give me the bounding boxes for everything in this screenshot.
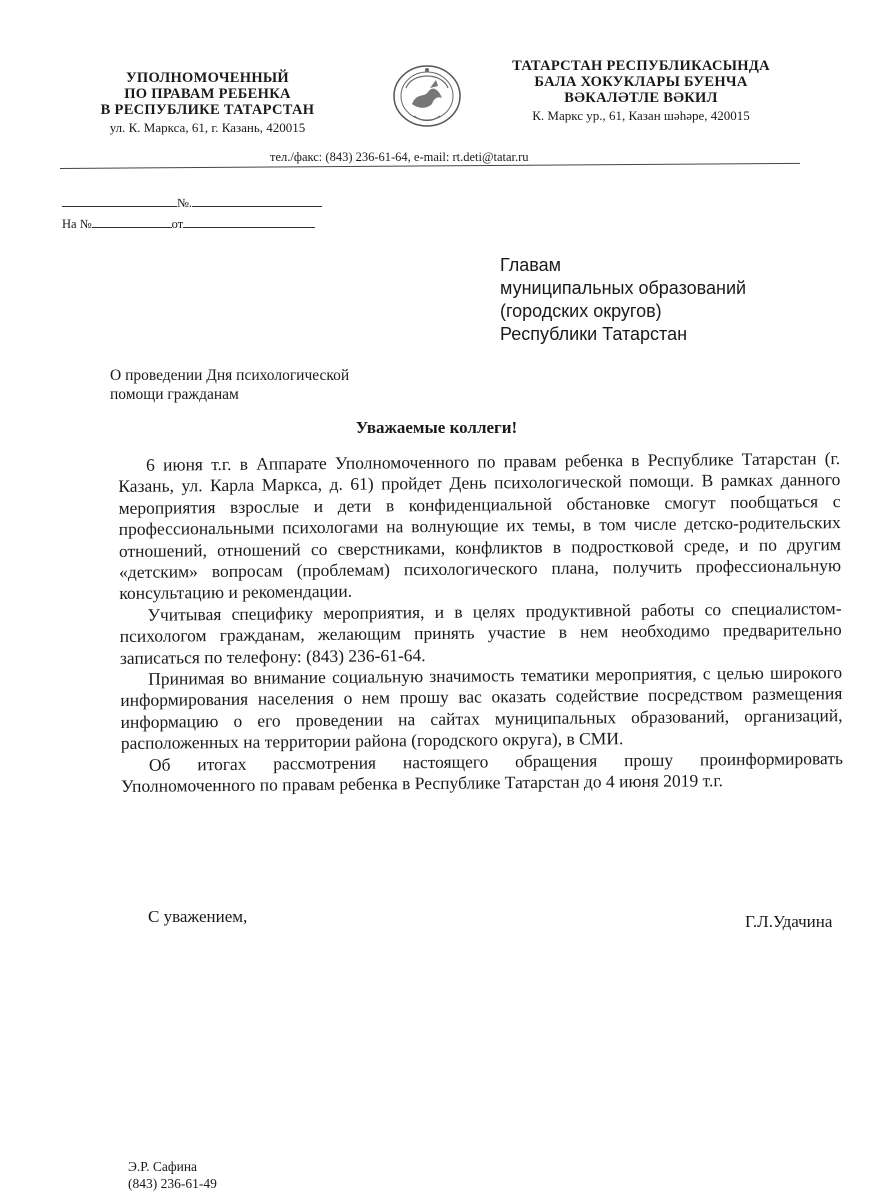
number-label: №. (177, 196, 193, 210)
sender-title-line: В РЕСПУБЛИКЕ ТАТАРСТАН (100, 102, 315, 118)
addressee-line: Главам (500, 255, 561, 275)
body-paragraph: Принимая во внимание социальную значимость тематики мероприятия, с целью широкого информирования населения о нем прошу вас оказать содействие посредством размещения информацию о его проведении на сайтах муниципальных образований, организаций, расположенных на территории района (городского округа), в СМИ. (120, 662, 843, 754)
subject-line: О проведении Дня психологической (110, 367, 350, 384)
executor-block (128, 1158, 217, 1192)
addressee-line: Республики Татарстан (500, 324, 688, 344)
date-blank (62, 195, 177, 207)
sender-address-tatar: К. Маркс ур., 61, Казан шәһәре, 420015 (532, 108, 750, 123)
addressee-line: (городских округов) (500, 301, 662, 321)
sender-address-russian: ул. К. Маркса, 61, г. Казань, 420015 (109, 120, 306, 135)
sender-header-russian (70, 70, 345, 136)
subject-block (110, 366, 410, 404)
incoming-reference-line (62, 216, 315, 231)
body-paragraph: Учитывая специфику мероприятия, и в целях продуктивной работы со специалистом-психологом гражданам, желающим принять участие в нем необходимо предварительно записаться по телефону: (843) 236-61-64. (119, 597, 842, 668)
contact-line: тел./факс: (843) 236-61-64, e-mail: rt.deti@tatar.ru (270, 150, 529, 164)
executor-phone: (843) 236-61-49 (128, 1176, 217, 1191)
signer-name: Г.Л.Удачина (745, 912, 833, 931)
sender-title-line: ВӘКАЛӘТЛЕ ВӘКИЛ (564, 90, 718, 106)
sender-title-line: ПО ПРАВАМ РЕБЕНКА (124, 86, 291, 102)
body-paragraph: 6 июня т.г. в Аппарате Уполномоченного по правам ребенка в Республике Татарстан (г. Казань, ул. Карла Маркса, д. 61) пройдет День психологической помощи. В рамках данного мероприятия взрослые и дети в конфиденциальной обстановке смогут пообщаться с профессиональными психологами на волнующие их темы, в том числе детско-родительских отношений, отношений со сверстниками, конфликтов в подростковой среде, и по другим «детским» вопросам (проблемам) психологического плана, получить профессиональную консультацию и рекомендации. (118, 448, 842, 604)
tatarstan-coat-of-arms-icon (384, 58, 470, 130)
sender-title-line: ТАТАРСТАН РЕСПУБЛИКАСЫНДА (512, 58, 770, 74)
subject-line: помощи гражданам (110, 386, 239, 403)
sender-title-line: УПОЛНОМОЧЕННЫЙ (125, 70, 290, 86)
letter-body (118, 448, 843, 797)
closing: С уважением, (148, 907, 248, 926)
greeting: Уважаемые коллеги! (355, 418, 518, 437)
number-blank (192, 195, 322, 207)
sender-header-tatar (482, 58, 800, 124)
from-label: от (171, 217, 184, 231)
body-paragraph: Об итогах рассмотрения настоящего обращения прошу проинформировать Уполномоченного по правам ребенка в Республике Татарстан до 4 июня 2019 т.г. (121, 747, 844, 797)
ref-date-blank (183, 216, 315, 228)
executor-name: Э.Р. Сафина (128, 1159, 198, 1174)
ref-number-blank (92, 216, 172, 228)
sender-title-line: БАЛА ХОКУКЛАРЫ БУЕНЧА (534, 74, 748, 90)
ref-label: На № (62, 217, 92, 231)
outgoing-number-line (62, 195, 322, 210)
addressee-block (500, 254, 746, 346)
addressee-line: муниципальных образований (500, 278, 747, 298)
